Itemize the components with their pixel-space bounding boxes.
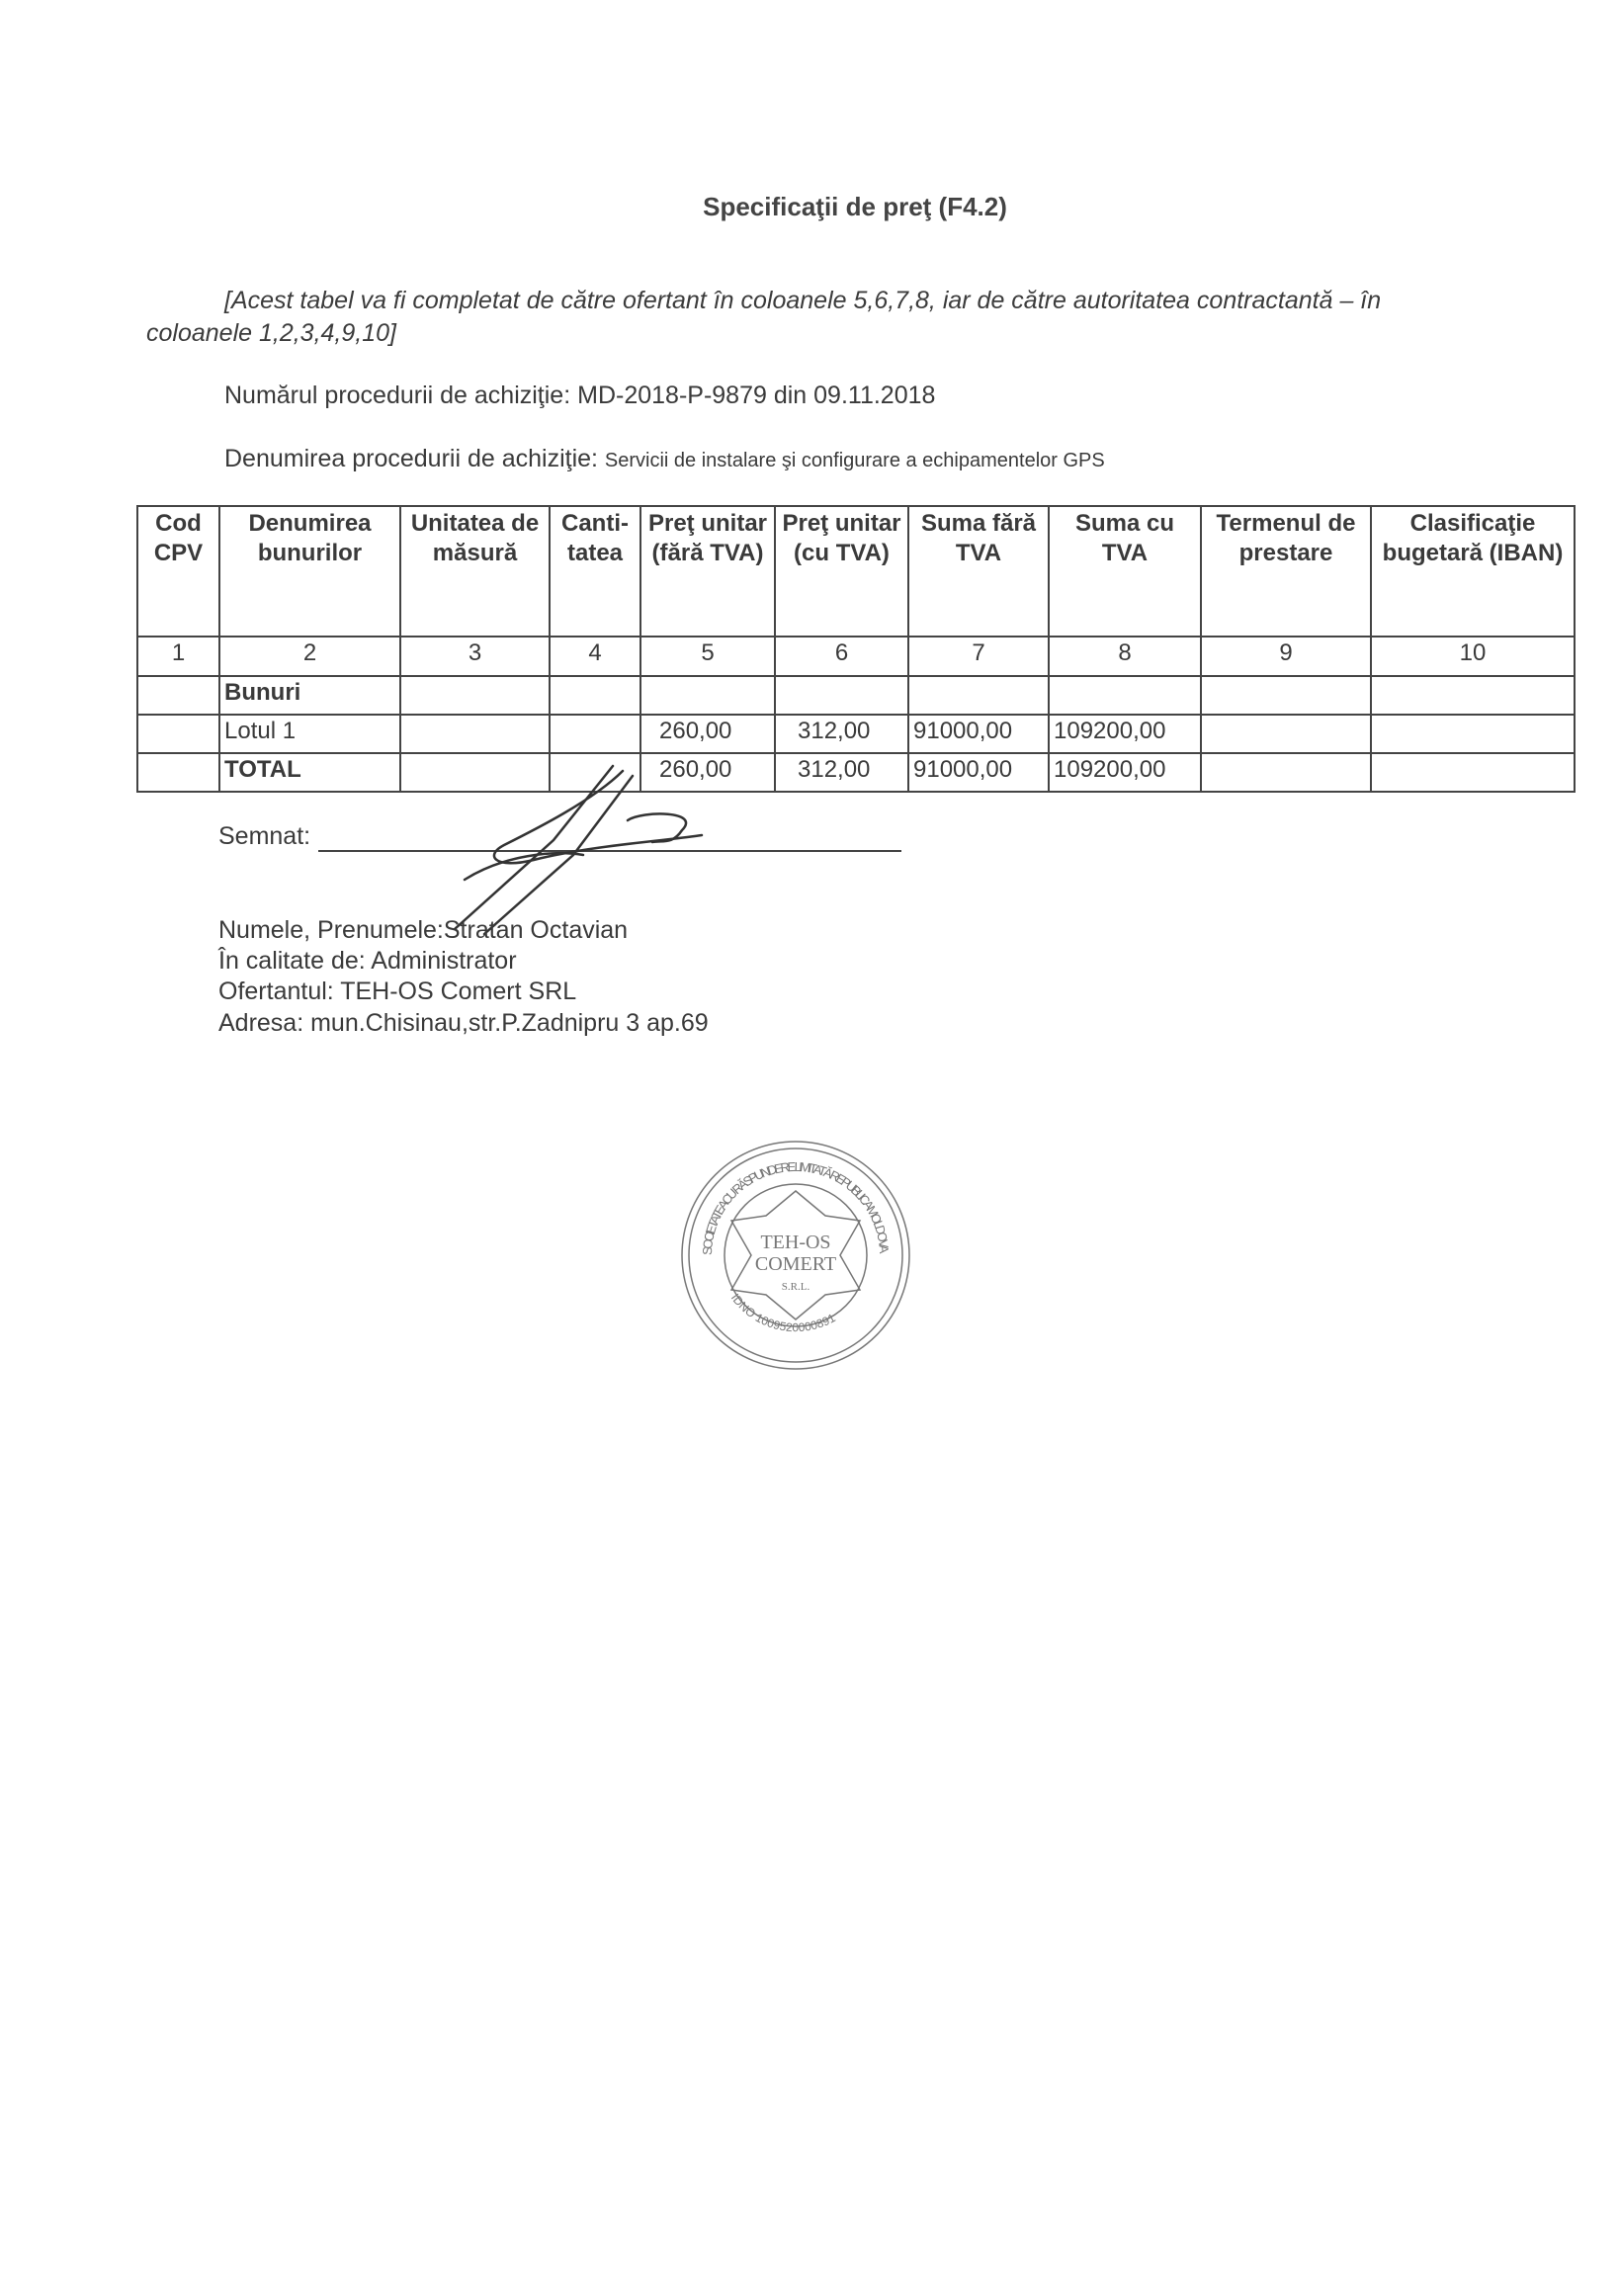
table-cell: 109200,00 xyxy=(1049,715,1201,753)
procedure-name-value: Servicii de instalare şi configurare a echipamentelor GPS xyxy=(604,450,1105,471)
bidder-name: Ofertantul: TEH-OS Comert SRL xyxy=(218,978,577,1005)
table-cell xyxy=(1371,676,1575,715)
table-cell: 91000,00 xyxy=(908,753,1049,792)
column-number: 6 xyxy=(775,637,908,676)
column-number: 4 xyxy=(550,637,640,676)
column-number: 3 xyxy=(400,637,550,676)
column-number: 8 xyxy=(1049,637,1201,676)
signer-name: Numele, Prenumele:Stratan Octavian xyxy=(218,916,629,944)
column-number: 5 xyxy=(640,637,775,676)
instruction-text-line1: [Acest tabel va fi completat de către ofertant în coloanele 5,6,7,8, iar de către autoritatea contractantă – în xyxy=(224,287,1382,314)
table-cell: 109200,00 xyxy=(1049,753,1201,792)
table-cell xyxy=(640,676,775,715)
procedure-number xyxy=(224,382,935,410)
table-cell xyxy=(137,753,219,792)
table-cell xyxy=(137,676,219,715)
column-number: 1 xyxy=(137,637,219,676)
table-cell: 91000,00 xyxy=(908,715,1049,753)
column-number: 7 xyxy=(908,637,1049,676)
table-cell xyxy=(908,676,1049,715)
table-cell xyxy=(1049,676,1201,715)
table-cell xyxy=(1371,715,1575,753)
table-cell xyxy=(400,715,550,753)
header-cell: Unitatea de măsură xyxy=(400,506,550,637)
table-cell: 312,00 xyxy=(775,715,908,753)
table-cell: 312,00 xyxy=(775,753,908,792)
procedure-number-value: MD-2018-P-9879 din 09.11.2018 xyxy=(577,382,936,409)
procedure-name xyxy=(224,445,1105,473)
header-row xyxy=(137,506,1575,637)
table-row xyxy=(137,676,1575,715)
stamp-center-line3: S.R.L. xyxy=(781,1281,810,1293)
table-cell xyxy=(137,715,219,753)
instruction-text-line2: coloanele 1,2,3,4,9,10] xyxy=(146,319,396,347)
column-number-row xyxy=(137,637,1575,676)
table-cell xyxy=(1201,715,1371,753)
column-number: 9 xyxy=(1201,637,1371,676)
company-stamp xyxy=(672,1132,919,1379)
signed-label: Semnat: xyxy=(218,822,311,850)
bidder-address: Adresa: mun.Chisinau,str.P.Zadnipru 3 ap.69 xyxy=(218,1009,709,1037)
header-cell: Denumirea bunurilor xyxy=(219,506,400,637)
table-cell xyxy=(775,676,908,715)
table-cell xyxy=(1201,753,1371,792)
table-cell: 260,00 xyxy=(640,753,775,792)
header-cell: Suma fără TVA xyxy=(908,506,1049,637)
header-cell: Preţ unitar (fără TVA) xyxy=(640,506,775,637)
page-title: Specificaţii de preţ (F4.2) xyxy=(703,192,1007,221)
table-cell xyxy=(550,715,640,753)
table-cell xyxy=(550,676,640,715)
header-cell: Clasificaţie bugetară (IBAN) xyxy=(1371,506,1575,637)
table-cell: Lotul 1 xyxy=(219,715,400,753)
signer-role: În calitate de: Administrator xyxy=(218,947,517,975)
table-row xyxy=(137,715,1575,753)
header-cell: Suma cu TVA xyxy=(1049,506,1201,637)
procedure-name-label: Denumirea procedurii de achiziţie: xyxy=(224,445,598,472)
header-cell: Canti-tatea xyxy=(550,506,640,637)
table-row xyxy=(137,753,1575,792)
table-cell: Bunuri xyxy=(219,676,400,715)
column-number: 2 xyxy=(219,637,400,676)
stamp-outer-text: SOCIETATEA CU RĂSPUNDERE LIMITATĂ REPUBLICA MOLDOVA xyxy=(699,1158,893,1256)
stamp-center-line2: COMERT xyxy=(754,1253,837,1275)
stamp-center-line1: TEH-OS xyxy=(760,1232,831,1253)
price-specification-table xyxy=(136,505,1576,793)
table-cell: 260,00 xyxy=(640,715,775,753)
handwritten-signature xyxy=(415,761,731,939)
header-cell: Cod CPV xyxy=(137,506,219,637)
stamp-bottom-text: IDNO 1009520000891 xyxy=(727,1291,838,1335)
table-cell xyxy=(1201,676,1371,715)
header-cell: Preţ unitar (cu TVA) xyxy=(775,506,908,637)
table-cell: TOTAL xyxy=(219,753,400,792)
procedure-number-label: Numărul procedurii de achiziţie: xyxy=(224,382,571,409)
table-cell xyxy=(400,676,550,715)
table-cell xyxy=(1371,753,1575,792)
column-number: 10 xyxy=(1371,637,1575,676)
header-cell: Termenul de prestare xyxy=(1201,506,1371,637)
